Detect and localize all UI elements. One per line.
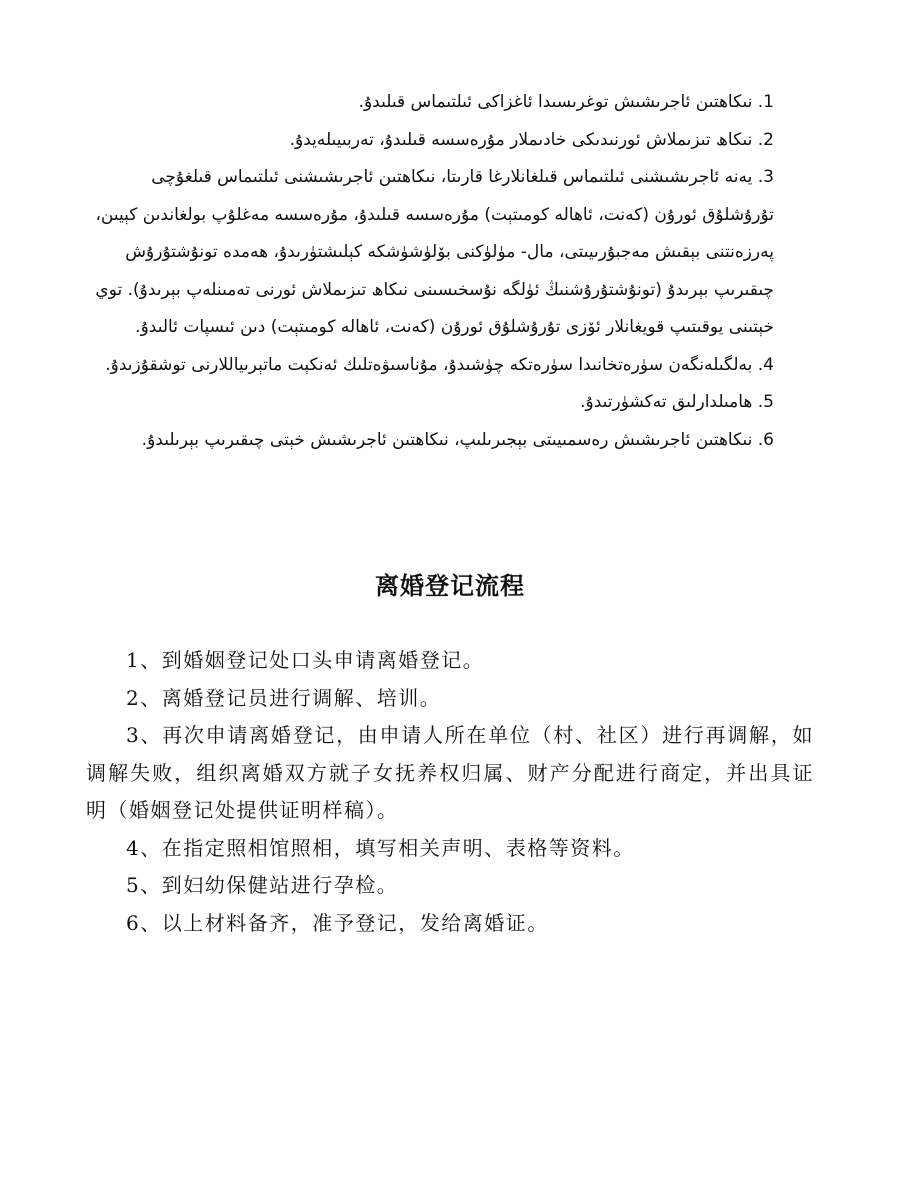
chinese-step-2: 2、离婚登记员进行调解、培训。 [126, 685, 442, 710]
page-title: 离婚登记流程 [375, 572, 525, 600]
chinese-procedure-section [86, 642, 814, 942]
uyghur-procedure-section [86, 84, 814, 459]
chinese-step-1: 1、到婚姻登记处口头申请离婚登记。 [126, 648, 485, 672]
chinese-step-3: 3、再次申请离婚登记，由申请人所在单位（村、社区）进行再调解，如调解失败，组织离婚双方就子女抚养权归属、财产分配进行商定，并出具证明（婚姻登记处提供证明样稿）。 [86, 723, 814, 822]
chinese-step-6: 6、以上材料备齐，准予登记，发给离婚证。 [126, 910, 549, 935]
uyghur-step-2: 2. نىكاھ تىزىملاش ئورنىدىكى خادىملار مۇرەسسە قىلىدۇ، تەربىيىلەيدۇ. [289, 129, 774, 150]
chinese-step-4: 4、在指定照相馆照相，填写相关声明、表格等资料。 [126, 835, 635, 860]
chinese-step-5: 5、到妇幼保健站进行孕检。 [126, 873, 399, 897]
uyghur-step-6: 6. نىكاھتىن ئاجرىشىش رەسمىيىتى بېجىرىلىپ، نىكاھتىن ئاجرىشىش خېتى چىقىرىپ بېرىلىدۇ. [141, 429, 774, 450]
uyghur-step-3: 3. يەنە ئاجرىشىشنى ئىلتىماس قىلغانلارغا قارىتا، نىكاھتىن ئاجرىشىشنى ئىلتىماس قىلغۇچى تۇرۇشلۇق ئورۇن (كەنت، ئاھالە كومىتېت) مۇرەسسە قىلىدۇ، مۇرەسسە مەغلۇپ بولغاندىن كېيىن، پەرزەنتنى بېقىش مەجبۇرىيىتى، مال- مۈلۈكنى بۆلۈشۈشكە كېلىشتۈرىدۇ، ھەمدە تونۇشتۇرۇش چىقىرىپ بېرىدۇ (تونۇشتۇرۇشنىڭ ئۈلگە نۇسخىسىنى نىكاھ تىزىملاش ئورنى تەمىنلەپ بېرىدۇ). توي خېتىنى يوقىتىپ قويغانلار ئۆزى تۇرۇشلۇق ئورۇن (كەنت، ئاھالە كومىتېت) دىن ئىسپات ئالىدۇ. [95, 167, 774, 337]
uyghur-step-4: 4. بەلگىلەنگەن سۈرەتخانىدا سۈرەتكە چۈشىدۇ، مۇناسىۋەتلىك ئەنكېت ماتېرىياللارنى توشقۇزىدۇ. [105, 354, 774, 375]
uyghur-step-1: 1. نىكاھتىن ئاجرىشىش توغرىسىدا ئاغزاكى ئىلتىماس قىلىدۇ. [358, 92, 774, 112]
uyghur-step-5: 5. ھامىلدارلىق تەكشۈرتىدۇ. [580, 392, 774, 412]
